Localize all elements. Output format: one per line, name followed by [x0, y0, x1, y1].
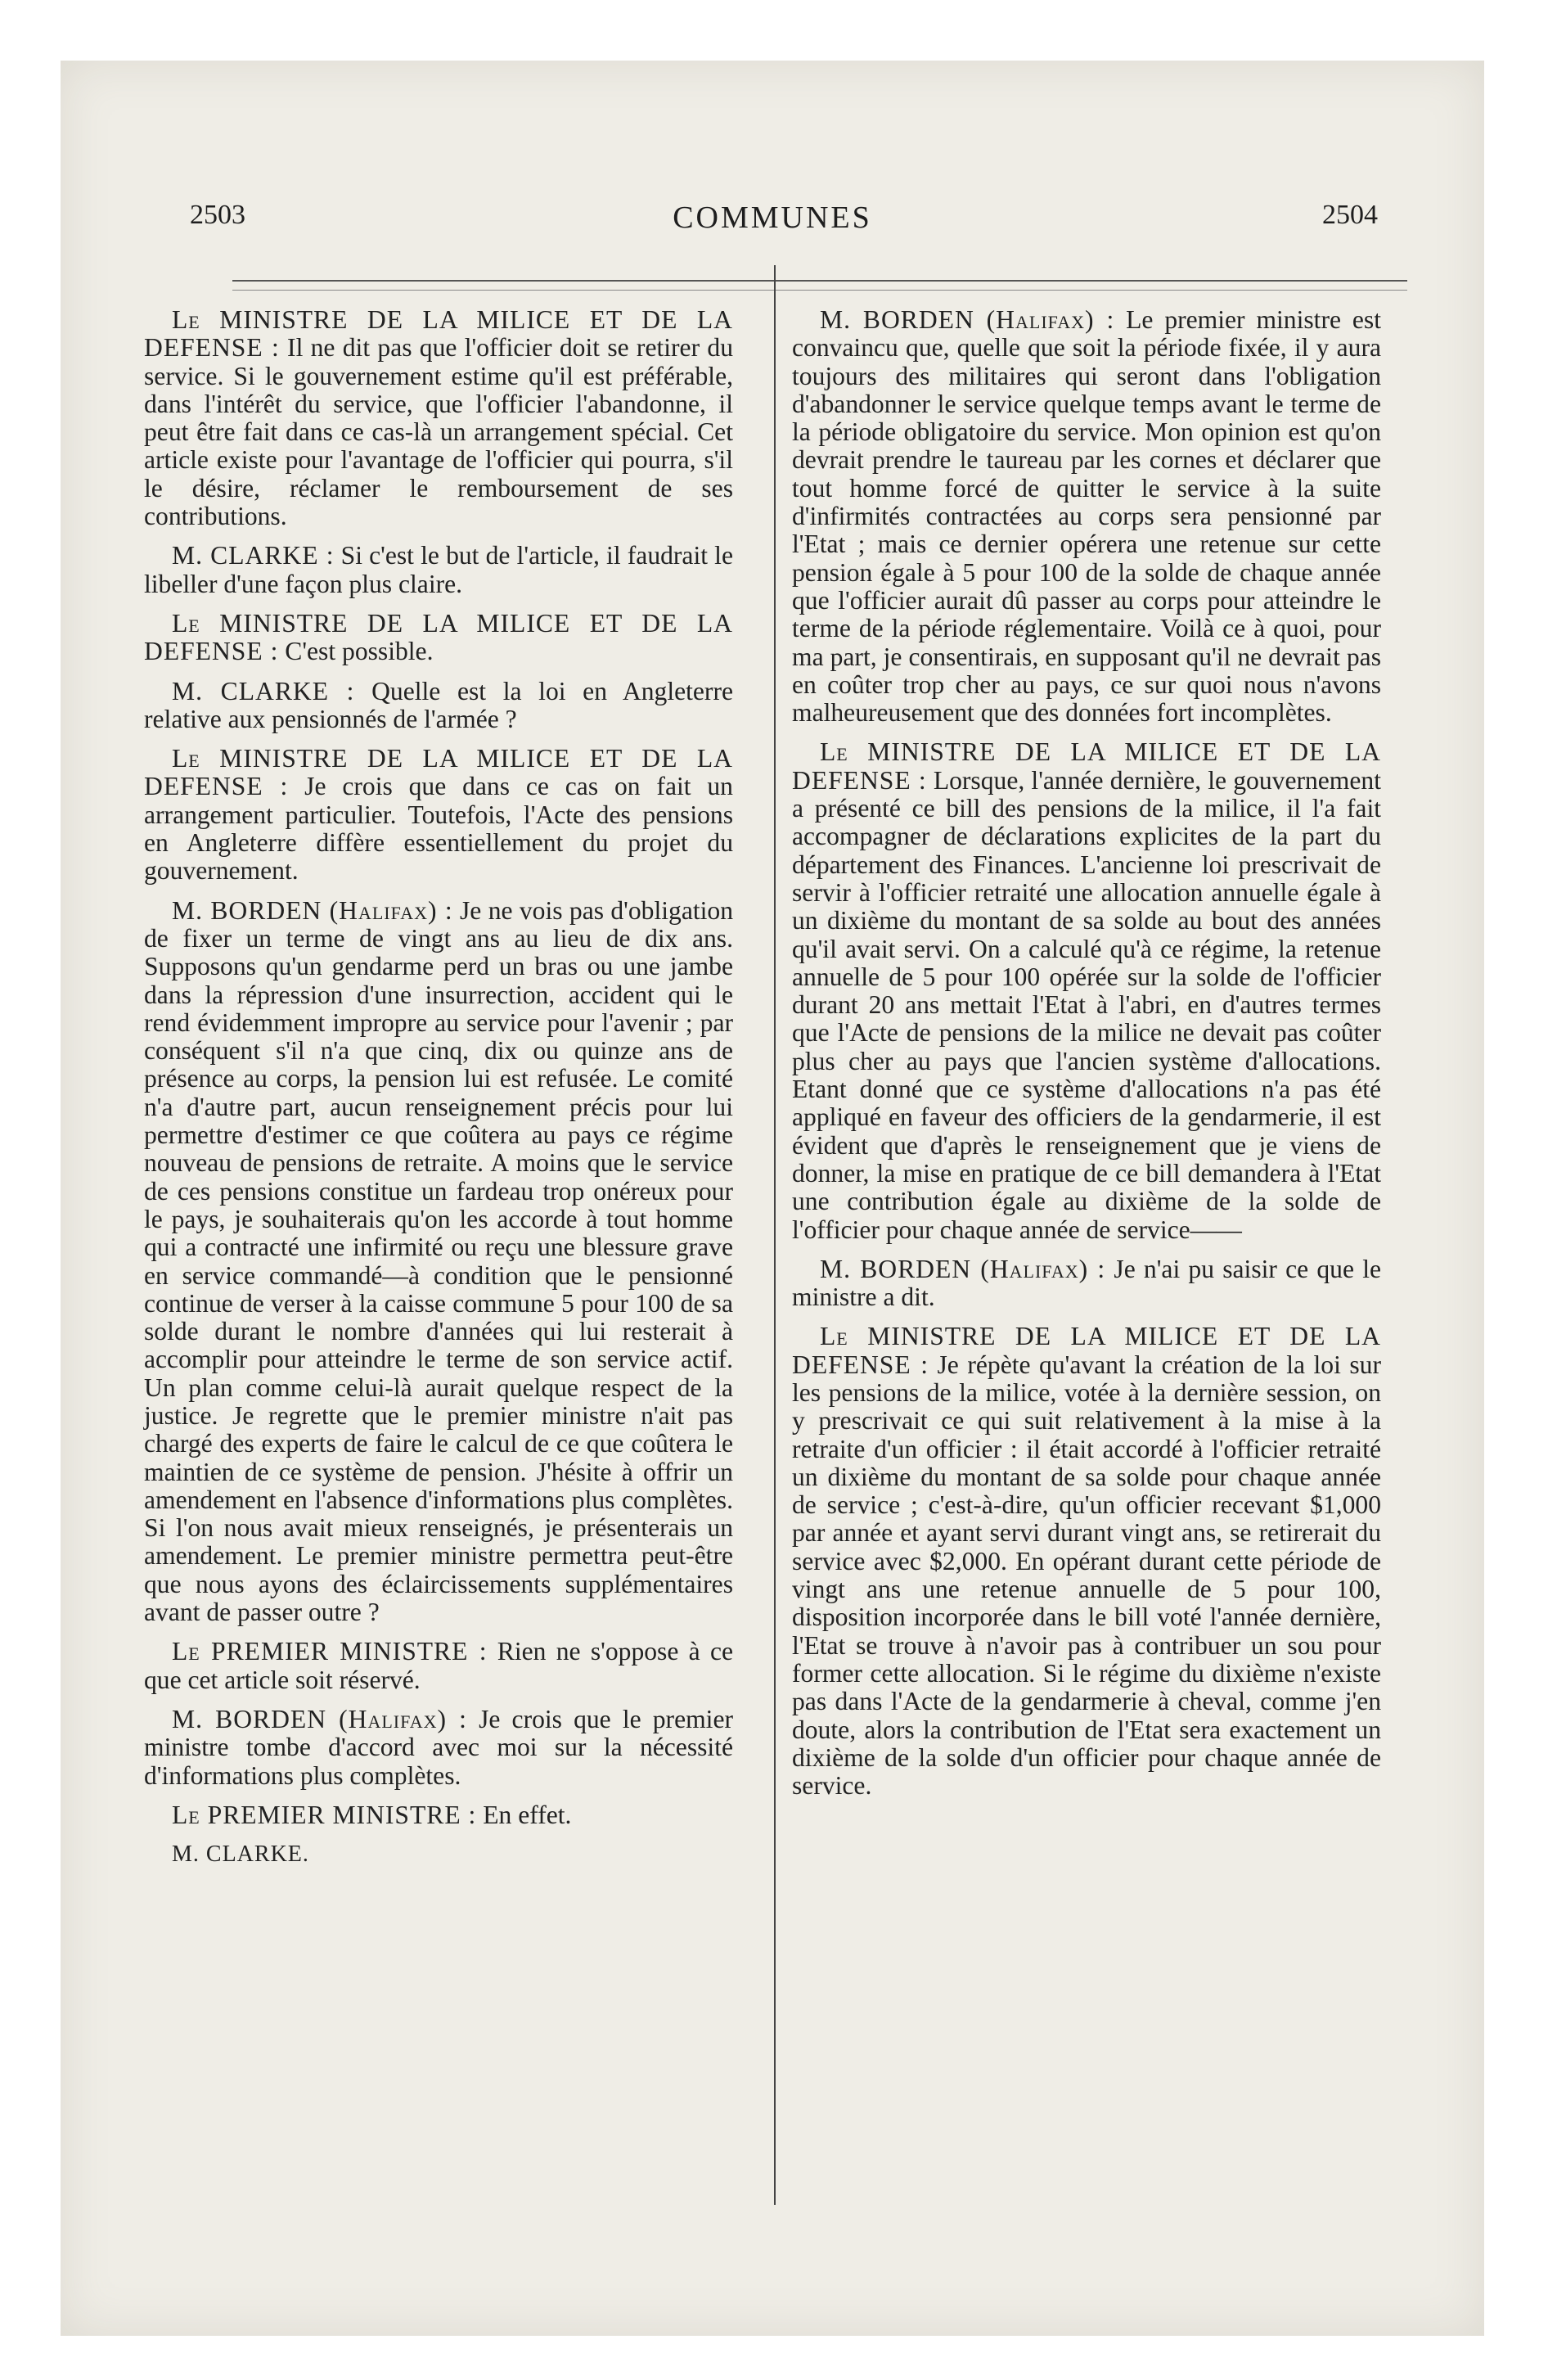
- speaker-name: Le MINISTRE DE LA MILICE ET DE LA DEFENSE :: [144, 744, 733, 801]
- paragraph: [144, 1638, 733, 1694]
- speaker-name: Le MINISTRE DE LA MILICE ET DE LA DEFENSE :: [792, 1322, 1381, 1379]
- speech-text: Si c'est le but de l'article, il faudrait le libeller d'une façon plus claire.: [144, 541, 733, 598]
- speaker-name: Le PREMIER MINISTRE :: [172, 1800, 477, 1829]
- speech-text: Rien ne s'oppose à ce que cet article soit réservé.: [144, 1637, 733, 1694]
- header-rule-thin: [232, 290, 1407, 291]
- speech-text: Quelle est la loi en Angleterre relative aux pensionnés de l'armée ?: [144, 676, 733, 733]
- paragraph: [144, 610, 733, 666]
- speaker-name: Le MINISTRE DE LA MILICE ET DE LA DEFENSE :: [144, 305, 733, 363]
- speech-text: C'est possible.: [285, 637, 434, 666]
- paragraph: [144, 306, 733, 530]
- speech-text: Je crois que le premier ministre tombe d'accord avec moi sur la nécessité d'informations plus complètes.: [144, 1704, 734, 1790]
- column-divider: [774, 265, 776, 2205]
- speaker-name: M. BORDEN (Halifax) :: [820, 1254, 1106, 1283]
- speech-text: En effet.: [483, 1800, 572, 1829]
- paragraph: [792, 306, 1381, 727]
- paragraph: [792, 1255, 1381, 1312]
- speech-text: Je crois que dans ce cas on fait un arrangement particulier. Toutefois, l'Acte des pensions en Angleterre diffère essentiellement du projet du gouvernement.: [144, 772, 733, 886]
- paragraph: [144, 1706, 733, 1790]
- continuation-speaker: M. CLARKE.: [172, 1841, 309, 1868]
- header-rule: [232, 280, 1407, 282]
- paragraph: [144, 542, 733, 598]
- speaker-name: M. CLARKE :: [172, 676, 355, 705]
- speaker-name: Le PREMIER MINISTRE :: [172, 1637, 488, 1666]
- speaker-name: Le MINISTRE DE LA MILICE ET DE LA DEFENSE :: [144, 608, 733, 666]
- speech-text: Je n'ai pu saisir ce que le ministre a dit.: [792, 1254, 1382, 1312]
- speaker-name: M. BORDEN (Halifax) :: [820, 305, 1115, 334]
- paragraph: [144, 897, 733, 1627]
- speech-text: Je répète qu'avant la création de la loi sur les pensions de la milice, votée à la dernière session, on y prescrivait ce qui suit relativement à la mise à la retraite d'un officier : il était accordé à l'officier retraité un dixième du montant de sa solde pour chaque année de service ; c'est-à-dire, qu'un officier recevant $1,000 par année et ayant servi durant vingt ans, se retirerait du service avec $2,000. En opérant durant cette période de vingt ans une retenue annuelle de 5 pour 100, disposition incorporée dans le bill voté l'année dernière, l'Etat se trouve à n'avoir pas à contribuer un sou pour former cette allocation. Si le régime du dixième n'existe pas dans l'Acte de la gendarmerie à cheval, comme j'en doute, alors la contribution de l'Etat sera exactement un dixième de la solde d'un officier pour chaque année de service.: [792, 1350, 1382, 1801]
- speech-text: Lorsque, l'année dernière, le gouvernement a présenté ce bill des pensions de la milice, il l'a fait accompagner de déclarations explicites de la part du département des Finances. L'ancienne loi prescrivait de servir à l'officier retraité une allocation annuelle égale à un dixième du montant de sa solde au bout des années qu'il avait servi. On a calculé qu'à ce régime, la retenue annuelle de 5 pour 100 opérée sur la solde de l'officier durant 20 ans mettait l'Etat à l'abri, en d'autres termes que l'Acte de pensions de la milice ne devait pas coûter plus cher au pays que l'ancien système d'allocations. Etant donné que ce système d'allocations n'a pas été appliqué en faveur des officiers de la gendarmerie, il est évident que d'après le renseignement que je viens de donner, la mise en pratique de ce bill demandera à l'Etat une contribution égale au dixième de la solde de l'officier pour chaque année de service——: [792, 765, 1381, 1244]
- paragraph: [792, 1323, 1381, 1800]
- page-header: [61, 200, 1484, 249]
- right-column: [792, 306, 1381, 1811]
- paragraph: [144, 1801, 733, 1829]
- speech-text: Je ne vois pas d'obligation de fixer un terme de vingt ans au lieu de dix ans. Supposons qu'un gendarme perd un bras ou une jambe dans la répression d'une insurrection, accident qui le rend évidemment impropre au service pour l'avenir ; par conséquent s'il n'a que cinq, dix ou quinze ans de présence au corps, la pension lui est refusée. Le comité n'a d'autre part, aucun renseignement précis pour lui permettre d'estimer ce que coûtera au pays ce régime nouveau de pensions de retraite. A moins que le service de ces pensions constitue un fardeau trop onéreux pour le pays, je souhaiterais qu'on les accorde à tout homme qui a contracté une infirmité ou reçu une blessure grave en service commandé—à condition que le pensionné continue de verser à la caisse commune 5 pour 100 de sa solde durant le nombre d'années qui lui resterait à accomplir pour atteindre le terme de son service actif. Un plan comme celui-là aurait quelque respect de la justice. Je regrette que le premier ministre n'ait pas chargé des experts de faire le calcul de ce que coûtera le maintien de ce système de pension. J'hésite à offrir un amendement en l'absence d'informations plus complètes. Si l'on nous avait mieux renseignés, je présenterais un amendement. Le premier ministre permettra peut-être que nous ayons des éclaircissements supplémentaires avant de passer outre ?: [144, 895, 733, 1627]
- speech-text: Il ne dit pas que l'officier doit se retirer du service. Si le gouvernement estime qu'il est préférable, dans l'intérêt du service, que l'officier l'abandonne, il peut être fait dans ce cas-là un arrangement spécial. Cet article existe pour l'avantage de l'officier qui pourra, s'il le désire, réclamer le remboursement de ses contributions.: [144, 333, 733, 531]
- speech-text: Le premier ministre est convaincu que, quelle que soit la période fixée, il y aura toujours des militaires qui seront dans l'obligation d'abandonner le service quelque temps avant le terme de la période obligatoire du service. Mon opinion est qu'on devrait prendre le taureau par les cornes et déclarer que tout homme forcé de quitter le service à la suite d'infirmités contractées au corps sera pensionné par l'Etat ; mais ce dernier opérera une retenue sur cette pension égale à 5 pour 100 de la solde de chaque année que l'officier aurait dû passer au corps pour atteindre le terme de la période réglementaire. Voilà ce à quoi, pour ma part, je consentirais, en supposant qu'il ne devrait pas en coûter trop cher au pays, ce sur quoi nous n'avons malheureusement que des données fort incomplètes.: [792, 305, 1381, 728]
- speaker-name: Le MINISTRE DE LA MILICE ET DE LA DEFENSE :: [792, 737, 1381, 795]
- speaker-name: M. CLARKE :: [172, 541, 335, 570]
- page-number-left: 2503: [190, 200, 245, 230]
- running-title: COMMUNES: [673, 201, 872, 235]
- speaker-name: M. BORDEN (Halifax) :: [172, 1704, 467, 1733]
- speaker-name: M. BORDEN (Halifax) :: [172, 895, 453, 925]
- paragraph: [792, 738, 1381, 1243]
- paragraph: [144, 745, 733, 885]
- page-scan: [61, 61, 1484, 2336]
- page-number-right: 2504: [1322, 200, 1378, 230]
- paragraph: [144, 678, 733, 734]
- left-column: [144, 306, 733, 1868]
